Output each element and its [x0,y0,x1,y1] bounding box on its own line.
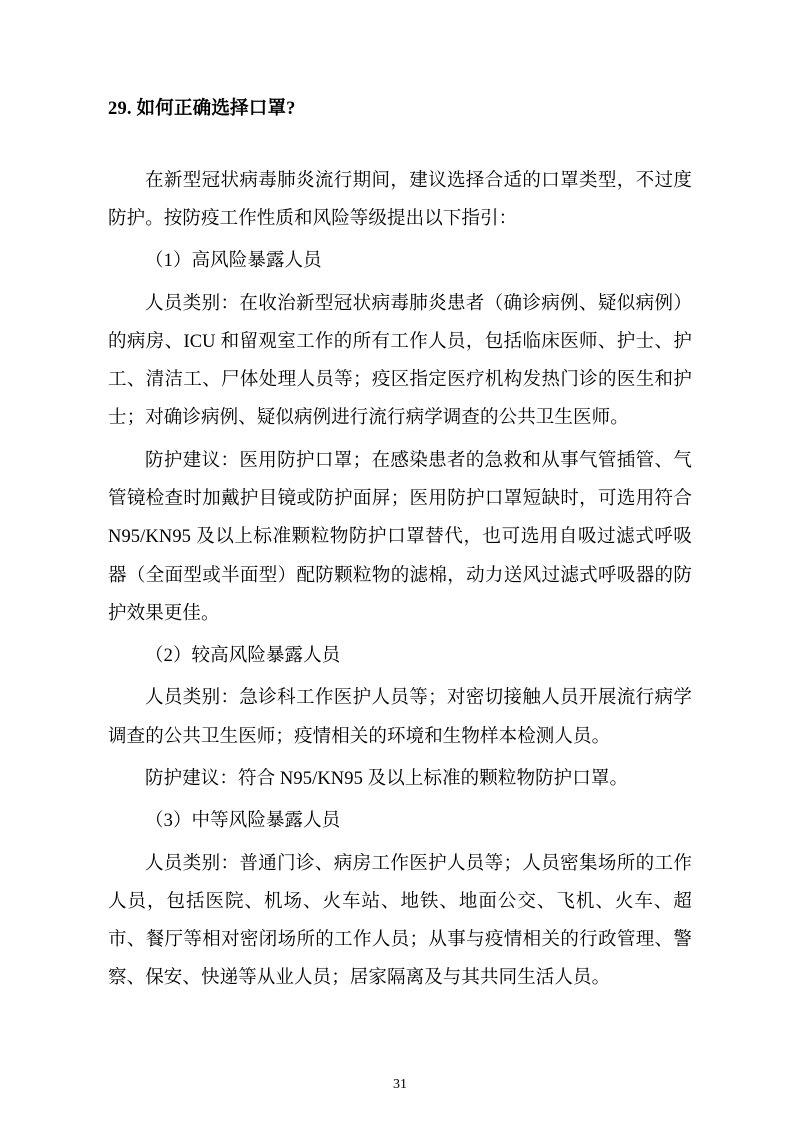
paragraph: 人员类别：在收治新型冠状病毒肺炎患者（确诊病例、疑似病例）的病房、ICU 和留观室工作的所有工作人员，包括临床医师、护士、护工、清洁工、尸体处理人员等；疫区指定医疗机构发热门诊的医生和护士；对确诊病例、疑似病例进行流行病学调查的公共卫生医师。 [108,293,692,429]
document-body [108,96,692,998]
paragraph: 人员类别：急诊科工作医护人员等；对密切接触人员开展流行病学调查的公共卫生医师；疫情相关的环境和生物样本检测人员。 [108,688,692,747]
paragraph: （3）中等风险暴露人员 [145,811,341,832]
page-number: 31 [393,1077,407,1092]
paragraph: 防护建议：医用防护口罩；在感染患者的急救和从事气管插管、气管镜检查时加戴护目镜或防护面屏；医用防护口罩短缺时，可选用符合 N95/KN95 及以上标准颗粒物防护口罩替代，也可选用自吸过滤式呼吸器（全面型或半面型）配防颗粒物的滤棉，动力送风过滤式呼吸器的防护效果更佳。 [108,450,692,624]
paragraph: 人员类别：普通门诊、病房工作医护人员等；人员密集场所的工作人员，包括医院、机场、火车站、地铁、地面公交、飞机、火车、超市、餐厅等相对密闭场所的工作人员；从事与疫情相关的行政管理、警察、保安、快递等从业人员；居家隔离及与其共同生活人员。 [108,853,692,989]
paragraph: （2）较高风险暴露人员 [145,646,341,667]
paragraph: （1）高风险暴露人员 [145,251,322,272]
paragraph: 防护建议：符合 N95/KN95 及以上标准的颗粒物防护口罩。 [145,768,629,789]
paragraph: 在新型冠状病毒肺炎流行期间，建议选择合适的口罩类型，不过度防护。按防疫工作性质和风险等级提出以下指引： [108,170,692,230]
page-title: 29. 如何正确选择口罩? [108,99,296,119]
